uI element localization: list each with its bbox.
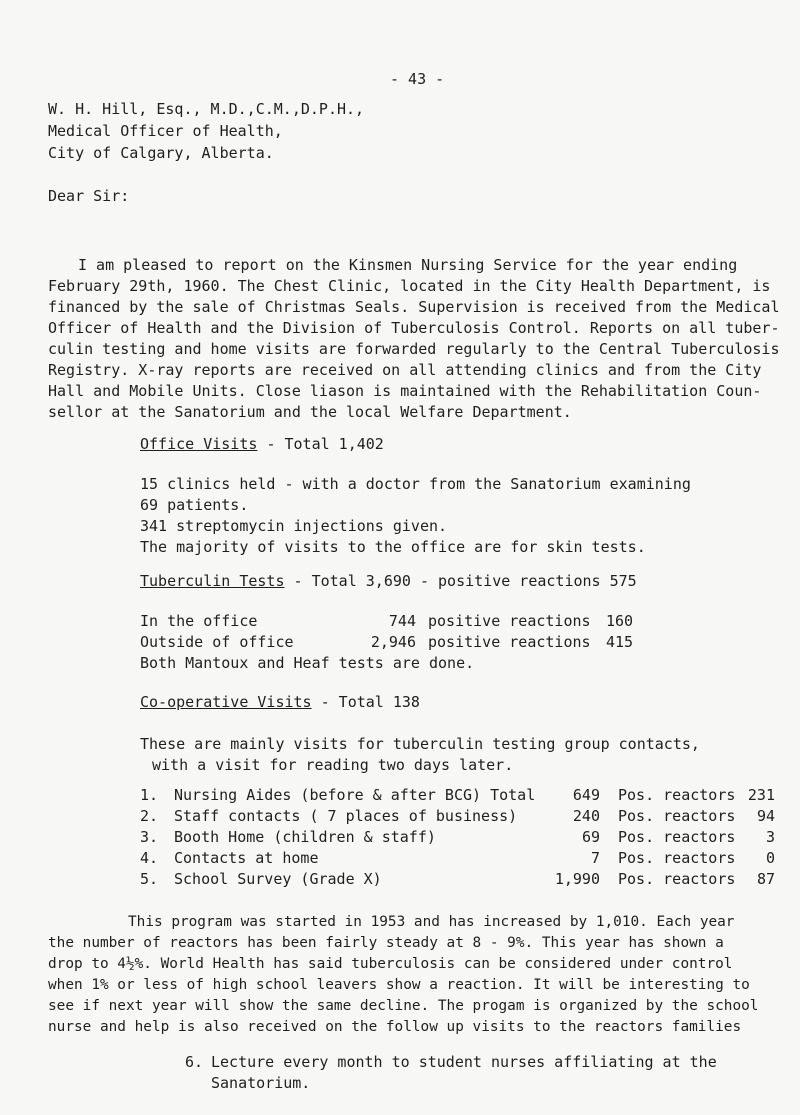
list-item-number: 4. [140,849,159,867]
item-6-text: Lecture every month to student nurses affiliating at the [211,1053,717,1071]
list-item-reactors: 87 [756,870,775,888]
list-item-pos-label: Pos. reactors [618,786,736,804]
tuberculin-outside-positive: 415 [606,633,634,651]
list-item-label: Nursing Aides (before & after BCG) Total [174,786,536,804]
office-visits-heading: Office Visits [140,435,258,453]
program-line: This program was started in 1953 and has increased by 1,010. Each year [128,914,735,930]
intro-line: February 29th, 1960. The Chest Clinic, located in the City Health Department, is [48,277,771,295]
list-item-pos-label: Pos. reactors [618,828,736,846]
intro-line: I am pleased to report on the Kinsmen Nursing Service for the year ending [78,256,738,274]
tuberculin-outside-text: positive reactions [428,633,591,651]
tuberculin-outside-label: Outside of office [140,633,294,651]
office-visits-line: 341 streptomycin injections given. [140,517,448,535]
intro-paragraph [48,255,780,423]
list-item-label: School Survey (Grade X) [174,870,382,888]
list-item-reactors: 3 [765,828,775,846]
list-item-pos-label: Pos. reactors [618,807,736,825]
tuberculin-office-count: 744 [388,612,416,630]
list-item-count: 649 [572,786,600,804]
list-item-label: Staff contacts ( 7 places of business) [174,807,518,825]
tuberculin-heading: Tuberculin Tests [140,572,285,590]
intro-line: financed by the sale of Christmas Seals. Supervision is received from the Medical [48,298,780,316]
list-item [140,786,780,808]
list-item [140,849,780,871]
page-number: - 43 - [390,70,445,88]
list-item-count: 69 [581,828,600,846]
list-item [140,870,780,892]
item-6-line-2: Sanatorium. [211,1074,311,1092]
list-item-count: 1,990 [554,870,600,888]
tuberculin-office-row [140,612,780,634]
recipient-address [48,98,364,164]
item-6 [185,1052,725,1094]
item-6-line-1 [185,1052,725,1073]
address-line-2: Medical Officer of Health, [48,122,283,140]
item-6-number: 6. [185,1053,204,1071]
list-item-reactors: 94 [756,807,775,825]
list-item-pos-label: Pos. reactors [618,870,736,888]
cooperative-heading-row [140,693,420,711]
program-line: see if next year will show the same decline. The progam is organized by the school [48,998,759,1014]
office-visits-line: The majority of visits to the office are for skin tests. [140,538,646,556]
program-paragraph [48,912,760,1038]
office-visits-heading-row [140,435,384,453]
list-item-pos-label: Pos. reactors [618,849,736,867]
office-visits-details [140,474,780,558]
address-line-1: W. H. Hill, Esq., M.D.,C.M.,D.P.H., [48,100,365,118]
list-item-reactors: 0 [765,849,775,867]
cooperative-description [140,734,780,776]
tuberculin-outside-count: 2,946 [370,633,416,651]
tuberculin-total: - Total 3,690 - positive reactions 575 [293,572,637,590]
office-visits-total: - Total 1,402 [266,435,384,453]
cooperative-desc-line: These are mainly visits for tuberculin testing group contacts, [140,735,700,753]
list-item-reactors: 231 [747,786,775,804]
list-item-number: 5. [140,870,159,888]
cooperative-total: - Total 138 [320,693,420,711]
list-item-label: Contacts at home [174,849,319,867]
list-item-count: 7 [590,849,600,867]
list-item [140,807,780,829]
list-item-number: 3. [140,828,159,846]
cooperative-heading: Co-operative Visits [140,693,312,711]
office-visits-line: 15 clinics held - with a doctor from the Sanatorium examining [140,475,691,493]
intro-line: Registry. X-ray reports are received on all attending clinics and from the City [48,361,762,379]
tuberculin-note: Both Mantoux and Heaf tests are done. [140,654,475,672]
program-line: drop to 4½%. World Health has said tuberculosis can be considered under control [48,956,733,972]
tuberculin-heading-row [140,572,637,590]
program-line: nurse and help is also received on the follow up visits to the reactors families [48,1019,742,1035]
office-visits-line: 69 patients. [140,496,249,514]
cooperative-desc-line: with a visit for reading two days later. [152,756,514,774]
address-line-3: City of Calgary, Alberta. [48,144,274,162]
salutation: Dear Sir: [48,187,130,205]
tuberculin-office-positive: 160 [606,612,634,630]
intro-line: culin testing and home visits are forwarded regularly to the Central Tuberculosis [48,340,780,358]
intro-line: Hall and Mobile Units. Close liason is maintained with the Rehabilitation Coun- [48,382,762,400]
program-line: the number of reactors has been fairly steady at 8 - 9%. This year has shown a [48,935,724,951]
tuberculin-office-text: positive reactions [428,612,591,630]
intro-line: sellor at the Sanatorium and the local Welfare Department. [48,403,572,421]
tuberculin-outside-row [140,633,780,655]
list-item-count: 240 [572,807,600,825]
list-item-number: 2. [140,807,159,825]
list-item-label: Booth Home (children & staff) [174,828,436,846]
intro-line: Officer of Health and the Division of Tuberculosis Control. Reports on all tuber- [48,319,780,337]
tuberculin-office-label: In the office [140,612,258,630]
program-line: when 1% or less of high school leavers show a reaction. It will be interesting to [48,977,750,993]
list-item [140,828,780,850]
list-item-number: 1. [140,786,159,804]
